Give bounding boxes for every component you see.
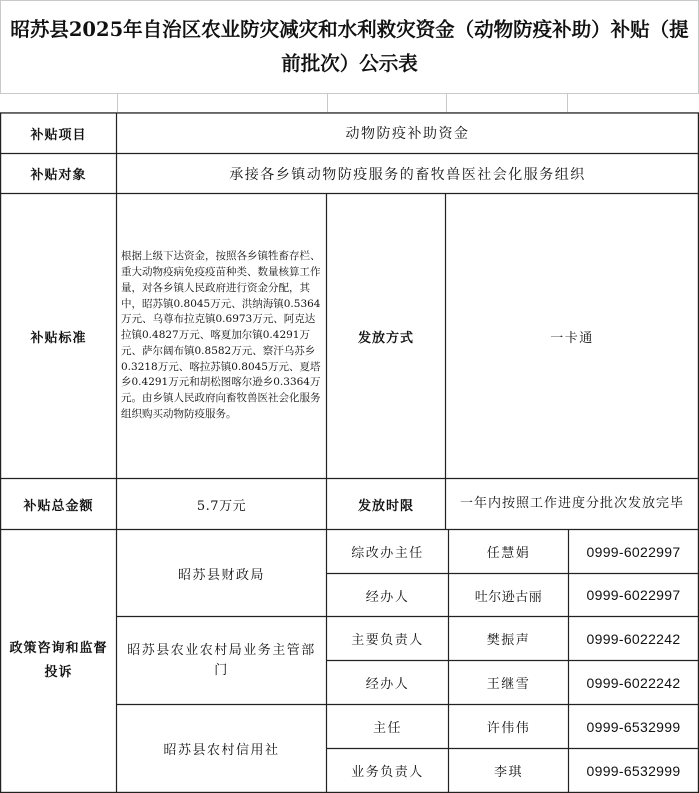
org-finance-bureau: 昭苏县财政局 — [177, 567, 265, 583]
role-cell: 主要负责人 — [351, 633, 424, 648]
phone-cell: 0999-6532999 — [586, 718, 681, 735]
name-cell: 许伟伟 — [486, 721, 531, 736]
name-cell: 王继雪 — [486, 677, 531, 692]
name-cell: 任慧娟 — [486, 546, 531, 561]
label-subsidy-standard: 补贴标准 — [30, 330, 87, 346]
label-subsidy-item: 补贴项目 — [30, 127, 87, 143]
label-payment-method: 发放方式 — [357, 330, 414, 346]
phone-cell: 0999-6022997 — [586, 543, 681, 560]
label-total-amount: 补贴总金额 — [23, 498, 94, 514]
phone-cell: 0999-6022242 — [586, 674, 681, 691]
org-agriculture-bureau: 昭苏县农业农村局业务主管部门 — [127, 642, 316, 678]
org-rural-credit-union: 昭苏县农村信用社 — [163, 743, 280, 758]
phone-cell: 0999-6532999 — [586, 762, 681, 779]
value-subsidy-target: 承接各乡镇动物防疫服务的畜牧兽医社会化服务组织 — [229, 166, 586, 183]
label-payment-deadline: 发放时限 — [357, 498, 414, 514]
role-cell: 业务负责人 — [351, 765, 424, 780]
label-subsidy-target: 补贴对象 — [30, 168, 87, 183]
phone-cell: 0999-6022997 — [586, 587, 681, 603]
name-cell: 李琪 — [493, 765, 523, 780]
title-text: 昭苏县2025年自治区农业防灾减灾和水利救灾资金（动物防疫补助）补贴（提前批次）公示表 — [10, 18, 689, 75]
name-cell: 吐尔逊古丽 — [474, 589, 543, 605]
role-cell: 综改办主任 — [351, 546, 424, 561]
role-cell: 主任 — [372, 721, 402, 736]
name-cell: 樊振声 — [486, 633, 531, 648]
value-subsidy-standard — [119, 194, 324, 478]
phone-cell: 0999-6022242 — [586, 630, 681, 647]
label-policy-consultation: 政策咨询和监督投诉 — [9, 641, 108, 680]
value-subsidy-item: 动物防疫补助资金 — [345, 126, 470, 142]
value-total-amount: 5.7万元 — [196, 498, 247, 514]
standard-text: 根据上级下达资金，按照各乡镇牲畜存栏、重大动物疫病免疫疫苗种类、数量核算工作量，对各乡镇人民政府进行资金分配，其中，昭苏镇0.8045万元、洪纳海镇0.5364万元、乌尊布拉克镇0.6973万元、阿克达拉镇0.4827万元、喀夏加尔镇0.4291万元、萨尔阔布镇0.8582万元、察汗乌苏乡0.3218万元、喀拉苏镇0.8045万元、夏塔乡0.4291万元和胡松图喀尔逊乡0.3364万元。由乡镇人民政府向畜牧兽医社会化服务组织购买动物防疫服务。 — [121, 250, 321, 421]
role-cell: 经办人 — [365, 589, 410, 605]
role-cell: 经办人 — [365, 677, 410, 692]
value-payment-deadline: 一年内按照工作进度分批次发放完毕 — [459, 496, 684, 511]
value-payment-method: 一卡通 — [550, 330, 594, 346]
